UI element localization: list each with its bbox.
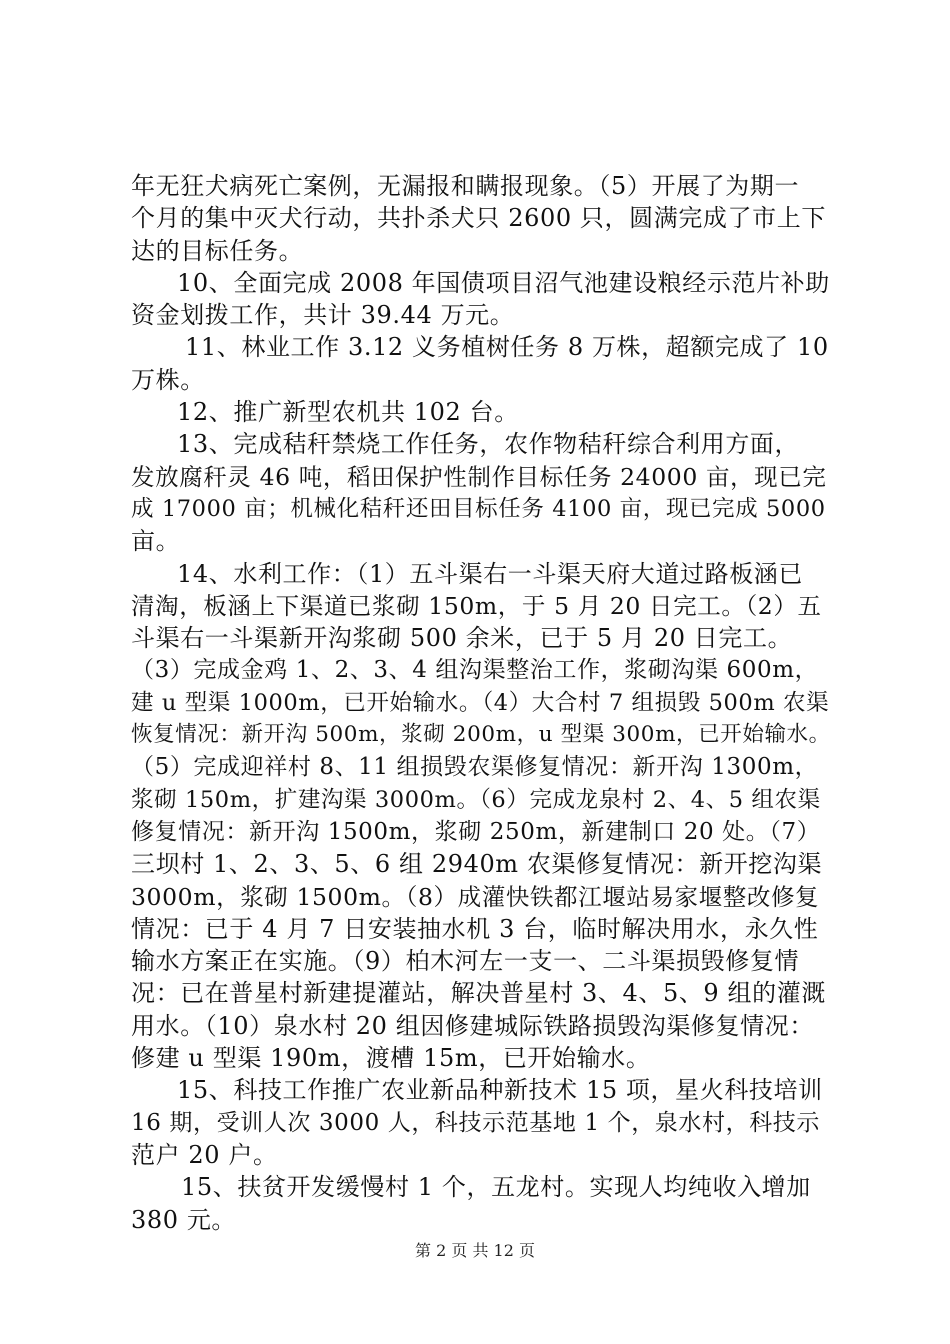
text-line: 况：已在普星村新建提灌站，解决普星村 3、4、5、9 组的灌溉 bbox=[131, 979, 826, 1008]
text-line: 达的目标任务。 bbox=[131, 236, 304, 265]
text-line: （3）完成金鸡 1、2、3、4 组沟渠整治工作，浆砌沟渠 600m， bbox=[131, 657, 819, 684]
text-line: 3000m，浆砌 1500m。（8）成灌快铁都江堰站易家堰整改修复 bbox=[131, 882, 820, 911]
text-line: 修复情况：新开沟 1500m，浆砌 250m，新建制口 20 处。（7） bbox=[131, 818, 821, 845]
text-line: 亩。 bbox=[131, 527, 181, 556]
text-line: 建 u 型渠 1000m，已开始输水。（4）大合村 7 组损毁 500m 农渠 bbox=[131, 689, 830, 716]
text-line: 万株。 bbox=[131, 365, 205, 394]
text-line: 斗渠右一斗渠新开沟浆砌 500 余米，已于 5 月 20 日完工。 bbox=[131, 624, 793, 653]
text-line: 修建 u 型渠 190m，渡槽 15m，已开始输水。 bbox=[131, 1044, 651, 1073]
paragraph-15b-start: 15、扶贫开发缓慢村 1 个，五龙村。实现人均纯收入增加 bbox=[181, 1173, 811, 1202]
text-line: 范户 20 户。 bbox=[131, 1140, 278, 1169]
text-line: 16 期，受训人次 3000 人，科技示范基地 1 个，泉水村，科技示 bbox=[131, 1109, 820, 1136]
text-line: 三坝村 1、2、3、5、6 组 2940m 农渠修复情况：新开挖沟渠 bbox=[131, 850, 823, 879]
paragraph-13-start: 13、完成秸秆禁烧工作任务，农作物秸秆综合利用方面， bbox=[177, 430, 800, 459]
paragraph-14-start: 14、水利工作：（1）五斗渠右一斗渠天府大道过路板涵已 bbox=[177, 559, 804, 588]
text-line: 输水方案正在实施。（9）柏木河左一支一、二斗渠损毁修复情 bbox=[131, 947, 800, 976]
paragraph-10-start: 10、全面完成 2008 年国债项目沼气池建设粮经示范片补助 bbox=[177, 268, 830, 297]
text-line: 情况：已于 4 月 7 日安装抽水机 3 台，临时解决用水，永久性 bbox=[131, 914, 819, 943]
paragraph-15-start: 15、科技工作推广农业新品种新技术 15 项，星火科技培训 bbox=[177, 1076, 823, 1105]
paragraph-11-start: 11、林业工作 3.12 义务植树任务 8 万株，超额完成了 10 bbox=[185, 333, 829, 362]
text-line: 个月的集中灭犬行动，共扑杀犬只 2600 只，圆满完成了市上下 bbox=[131, 204, 826, 233]
paragraph-12-start: 12、推广新型农机共 102 台。 bbox=[177, 398, 519, 427]
text-line: （5）完成迎祥村 8、11 组损毁农渠修复情况：新开沟 1300m， bbox=[131, 754, 819, 781]
text-line: 年无狂犬病死亡案例，无漏报和瞒报现象。（5）开展了为期一 bbox=[131, 172, 800, 200]
text-line: 成 17000 亩；机械化秸秆还田目标任务 4100 亩，现已完成 5000 bbox=[131, 495, 826, 522]
text-line: 恢复情况：新开沟 500m，浆砌 200m，u 型渠 300m，已开始输水。 bbox=[131, 722, 831, 748]
text-line: 380 元。 bbox=[131, 1205, 237, 1234]
text-line: 资金划拨工作，共计 39.44 万元。 bbox=[131, 301, 515, 330]
text-line: 清淘，板涵上下渠道已浆砌 150m，于 5 月 20 日完工。（2）五 bbox=[131, 591, 822, 620]
text-line: 浆砌 150m，扩建沟渠 3000m。（6）完成龙泉村 2、4、5 组农渠 bbox=[131, 786, 821, 813]
text-line: 用水。（10）泉水村 20 组因修建城际铁路损毁沟渠修复情况： bbox=[131, 1011, 814, 1040]
document-body bbox=[131, 170, 831, 1236]
text-line: 发放腐秆灵 46 吨，稻田保护性制作目标任务 24000 亩，现已完 bbox=[131, 462, 827, 491]
page-footer: 第 2 页 共 12 页 bbox=[415, 1241, 535, 1260]
